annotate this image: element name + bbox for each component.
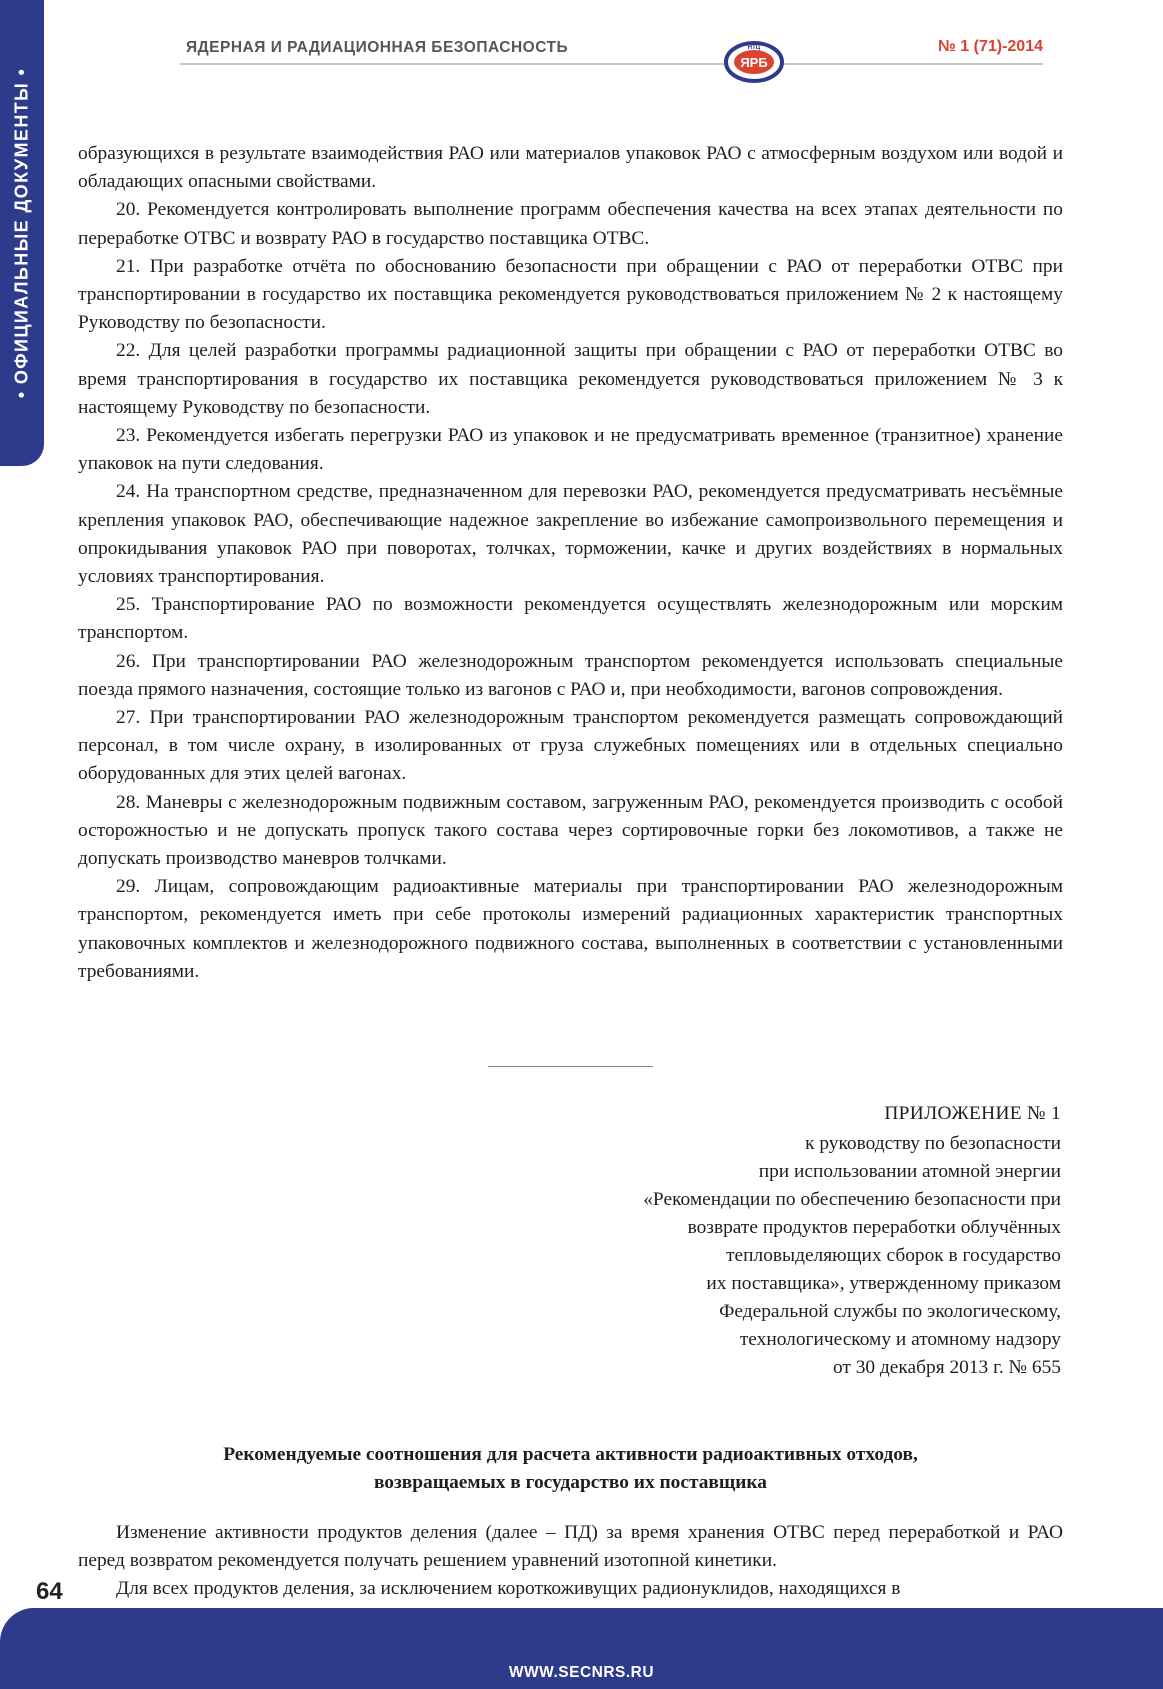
section-separator bbox=[488, 1066, 653, 1067]
paragraph: 21. При разработке отчёта по обоснованию безопасности при обращении с РАО от переработки ОТВС при транспортировании в государство их поставщика рекомендуется руководствоваться приложением № 2 к настоящему Руководству по безопасности. bbox=[78, 255, 1063, 334]
appendix-line: от 30 декабря 2013 г. № 655 bbox=[832, 1357, 1061, 1378]
appendix-line: к руководству по безопасности bbox=[805, 1133, 1061, 1154]
paragraph: 24. На транспортном средстве, предназначенном для перевозки РАО, рекомендуется предусматривать несъёмные крепления упаковок РАО, обеспечивающие надежное закрепление во избежание самопроизвольного перемещения и опрокидывания упаковок РАО при поворотах, толчках, торможении, качке и других воздействиях в нормальных условиях транспортирования. bbox=[78, 481, 1063, 588]
header-divider bbox=[180, 63, 1043, 65]
logo-small-text: НТЦ bbox=[747, 45, 761, 51]
appendix-line: возврате продуктов переработки облучённых bbox=[687, 1217, 1061, 1238]
appendix-line: их поставщика», утвержденному приказом bbox=[706, 1273, 1061, 1294]
section-heading-line: Рекомендуемые соотношения для расчета активности радиоактивных отходов, bbox=[223, 1444, 918, 1465]
paragraph: Изменение активности продуктов деления (далее – ПД) за время хранения ОТВС перед переработкой и РАО перед возвратом рекомендуется получать решением уравнений изотопной кинетики. bbox=[78, 1522, 1063, 1572]
issue-number: № 1 (71)-2014 bbox=[938, 38, 1043, 55]
journal-logo-icon bbox=[723, 38, 785, 84]
paragraph: образующихся в результате взаимодействия РАО или материалов упаковок РАО с атмосферным воздухом или водой и обладающих опасными свойствами. bbox=[78, 143, 1063, 193]
appendix-line: при использовании атомной энергии bbox=[758, 1161, 1061, 1182]
paragraph: 25. Транспортирование РАО по возможности рекомендуется осуществлять железнодорожным или морским транспортом. bbox=[78, 594, 1063, 644]
appendix-title: ПРИЛОЖЕНИЕ № 1 bbox=[884, 1103, 1061, 1124]
appendix-line: технологическому и атомному надзору bbox=[739, 1329, 1061, 1350]
journal-title: ЯДЕРНАЯ И РАДИАЦИОННАЯ БЕЗОПАСНОСТЬ bbox=[186, 39, 569, 56]
section-heading-line: возвращаемых в государство их поставщика bbox=[373, 1472, 768, 1493]
appendix-line: «Рекомендации по обеспечению безопасности при bbox=[643, 1189, 1061, 1210]
footer-url: WWW.SECNRS.RU bbox=[508, 1664, 655, 1681]
paragraph: Для всех продуктов деления, за исключением короткоживущих радионуклидов, находящихся в bbox=[116, 1578, 901, 1600]
section-heading bbox=[78, 1441, 1063, 1497]
section-label: • ОФИЦИАЛЬНЫЕ ДОКУМЕНТЫ • bbox=[11, 67, 32, 399]
main-body-text bbox=[78, 140, 1063, 986]
paragraph: 27. При транспортировании РАО железнодорожным транспортом рекомендуется размещать сопровождающий персонал, в том числе охрану, в изолированных от груза служебных помещениях или в отдельных специально оборудованных для этих целей вагонах. bbox=[78, 707, 1063, 785]
paragraph: 26. При транспортировании РАО железнодорожным транспортом рекомендуется использовать специальные поезда прямого назначения, состоящие только из вагонов с РАО и, при необходимости, вагонов сопровождения. bbox=[78, 650, 1063, 700]
page-number: 64 bbox=[36, 1578, 63, 1605]
paragraph: 23. Рекомендуется избегать перегрузки РАО из упаковок и не предусматривать временное (транзитное) хранение упаковок на пути следования. bbox=[78, 425, 1063, 475]
paragraph: 29. Лицам, сопровождающим радиоактивные материалы при транспортировании РАО железнодорожным транспортом, рекомендуется иметь при себе протоколы измерений радиационных характеристик транспортных упаковочных комплектов и железнодорожного подвижного состава, выполненных в соответствии с установленными требованиями. bbox=[78, 876, 1063, 982]
section-body-text bbox=[78, 1519, 1063, 1604]
logo-text: ЯРБ bbox=[740, 55, 768, 70]
appendix-block bbox=[461, 1100, 1061, 1382]
paragraph: 28. Маневры с железнодорожным подвижным составом, загруженным РАО, рекомендуется производить с особой осторожностью и не допускать пропуск такого состава через сортировочные горки без локомотивов, а также не допускать производство маневров толчками. bbox=[78, 791, 1063, 870]
section-side-tab bbox=[0, 0, 44, 466]
appendix-line: Федеральной службы по экологическому, bbox=[719, 1301, 1061, 1322]
appendix-line: тепловыделяющих сборок в государство bbox=[726, 1245, 1061, 1266]
paragraph: 22. Для целей разработки программы радиационной защиты при обращении с РАО от переработки ОТВС во время транспортирования в государство их поставщика рекомендуется руководствоваться приложением № 3 к настоящему Руководству по безопасности. bbox=[78, 340, 1063, 418]
paragraph: 20. Рекомендуется контролировать выполнение программ обеспечения качества на всех этапах деятельности по переработке ОТВС и возврату РАО в государство поставщика ОТВС. bbox=[78, 199, 1063, 249]
